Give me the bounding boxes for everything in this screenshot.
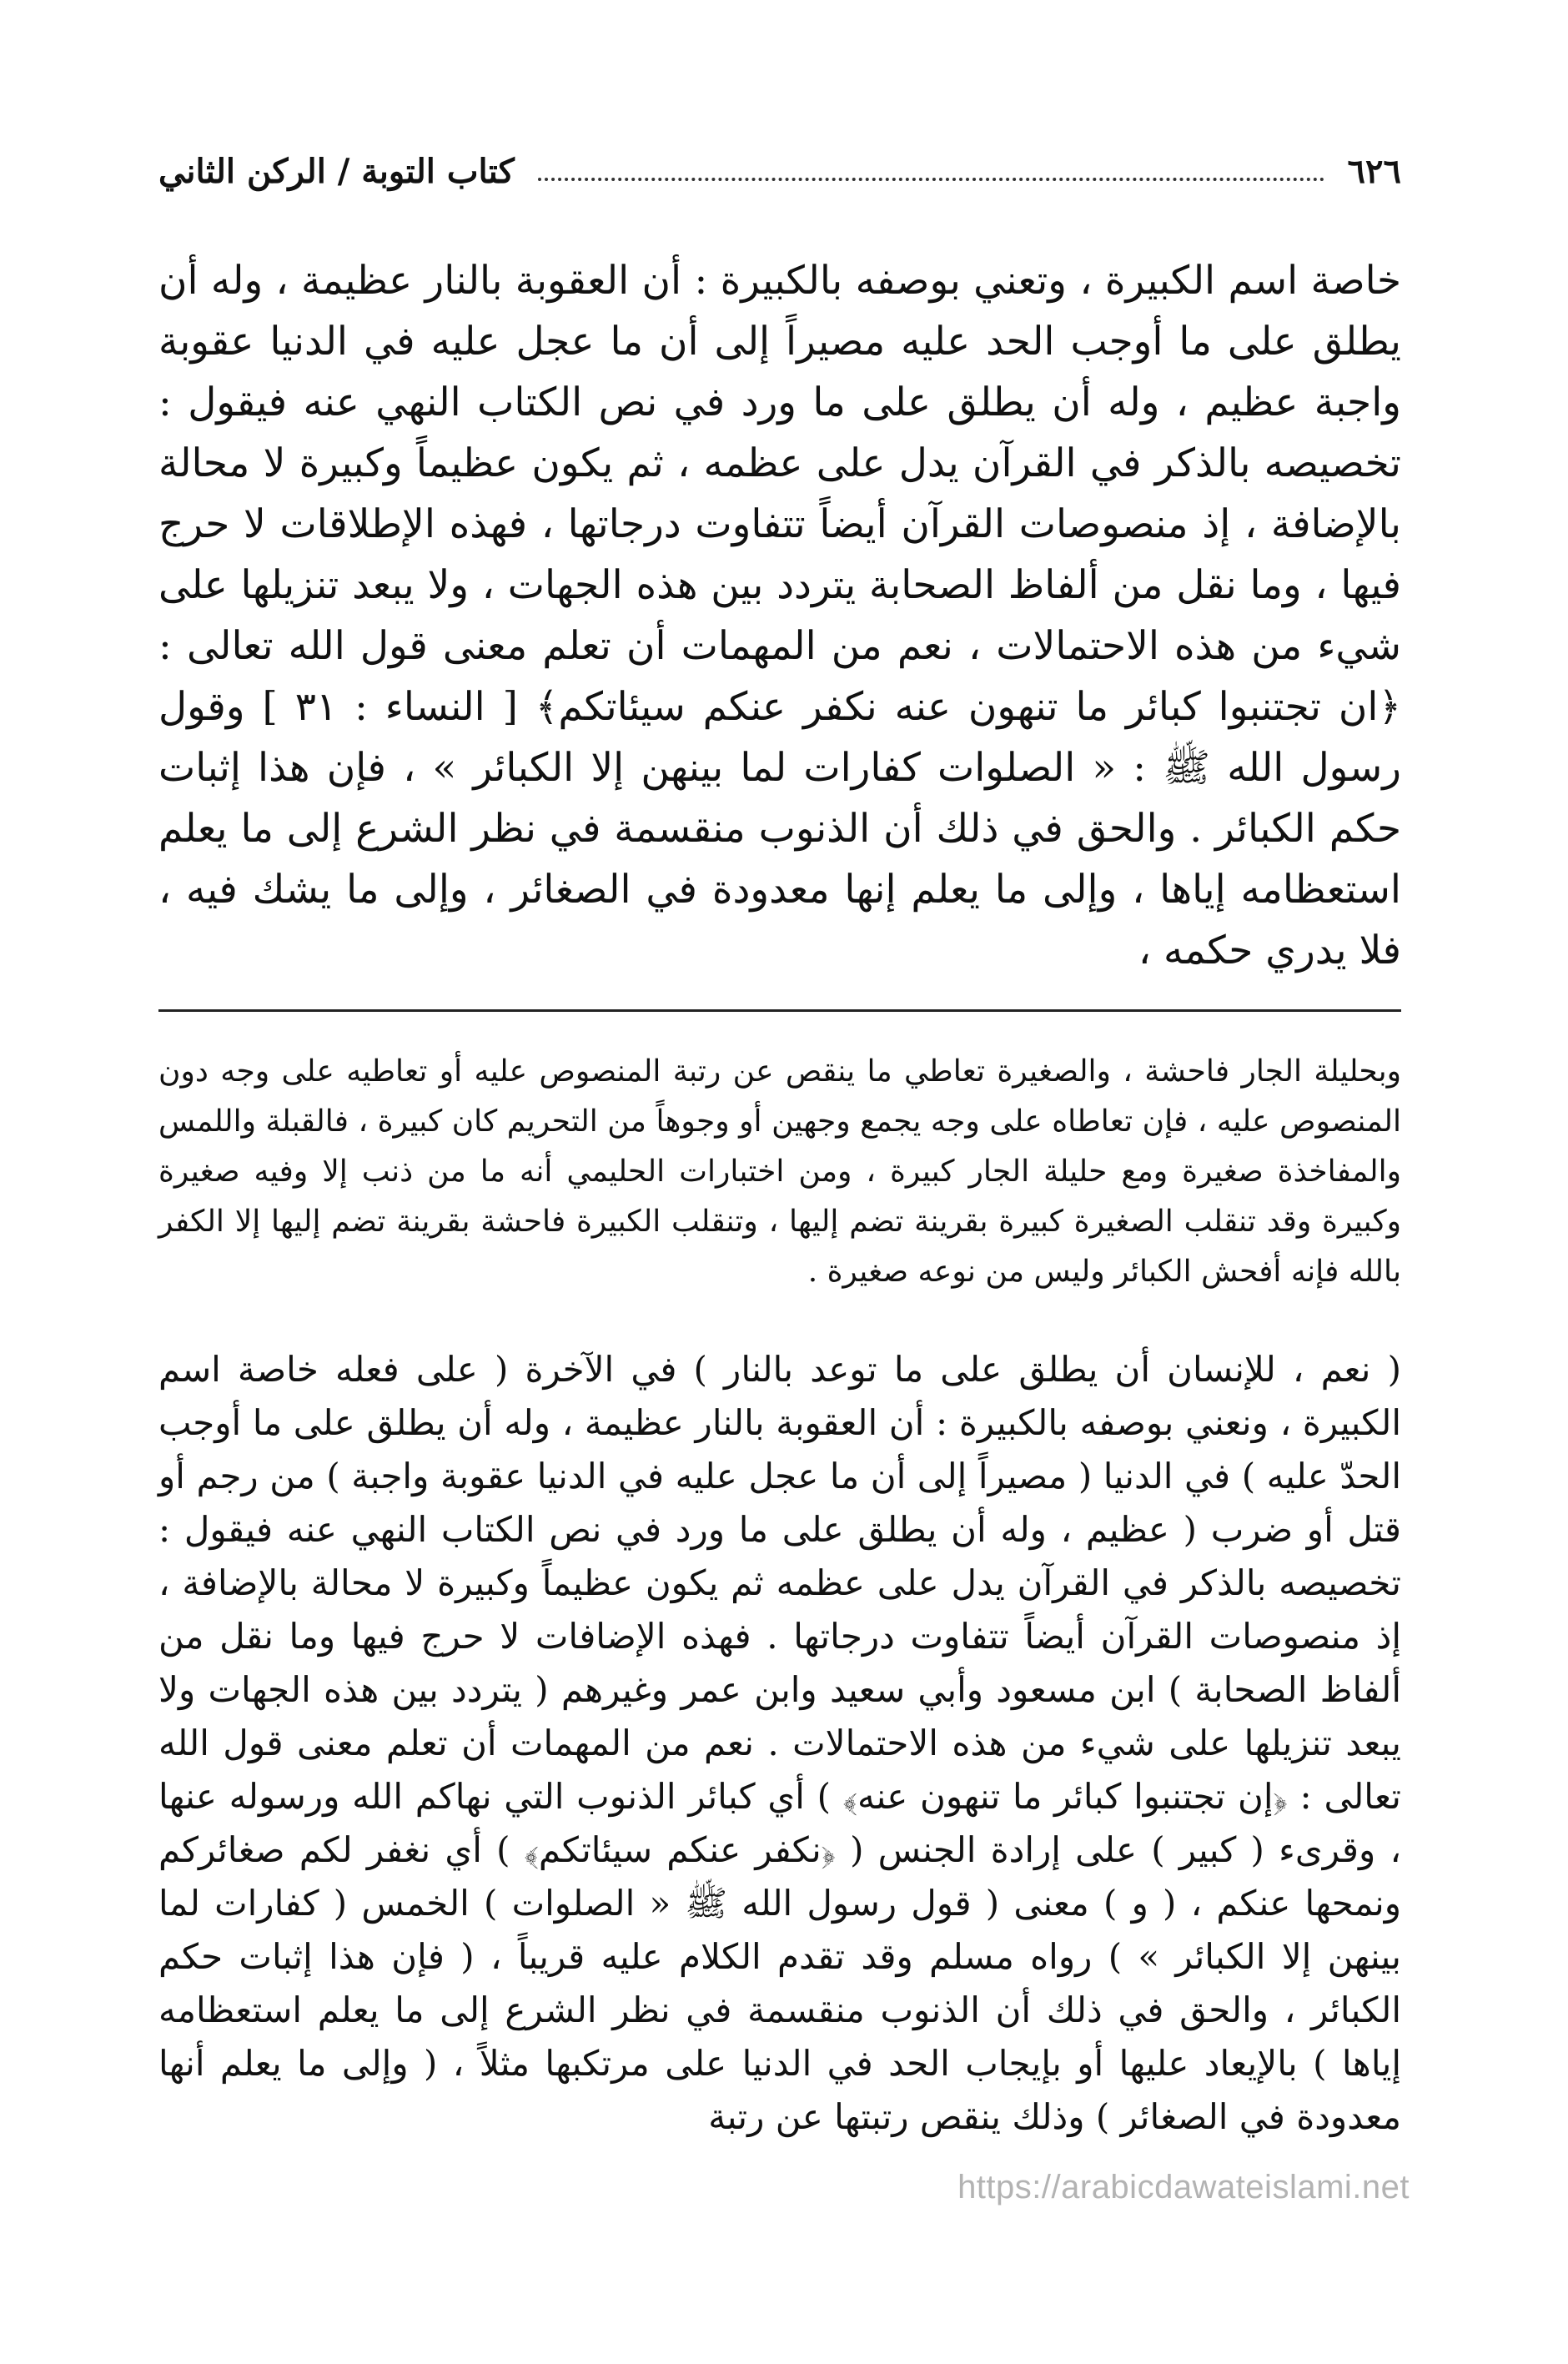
- watermark: https://arabicdawateislami.net: [957, 2169, 1410, 2206]
- commentary-paragraph: ( نعم ، للإنسان أن يطلق على ما توعد بالنار ) في الآخرة ( على فعله خاصة اسم الكبيرة ، ونعني بوصفه بالكبيرة : أن العقوبة بالنار عظيمة ، وله أن يطلق على ما أوجب الحدّ عليه ) في الدنيا ( مصيراً إلى أن ما عجل عليه في الدنيا عقوبة واجبة ) من رجم أو قتل أو ضرب ( عظيم ، وله أن يطلق على ما ورد في نص الكتاب النهي عنه فيقول : تخصيصه بالذكر في القرآن يدل على عظمه ثم يكون عظيماً وكبيرة لا محالة بالإضافة ، إذ منصوصات القرآن أيضاً تتفاوت درجاتها . فهذه الإضافات لا حرج فيها وما نقل من ألفاظ الصحابة ) ابن مسعود وأبي سعيد وابن عمر وغيرهم ( يتردد بين هذه الجهات ولا يبعد تنزيلها على شيء من هذه الاحتمالات . نعم من المهمات أن تعلم معنى قول الله تعالى : ﴿إن تجتنبوا كبائر ما تنهون عنه﴾ ) أي كبائر الذنوب التي نهاكم الله ورسوله عنها ، وقرىء ( كبير ) على إرادة الجنس ( ﴿نكفر عنكم سيئاتكم﴾ ) أي نغفر لكم صغائركم ونمحها عنكم ، ( و ) معنى ( قول رسول الله ﷺ « الصلوات ) الخمس ( كفارات لما بينهن إلا الكبائر » ) رواه مسلم وقد تقدم الكلام عليه قريباً ، ( فإن هذا إثبات حكم الكبائر ، والحق في ذلك أن الذنوب منقسمة في نظر الشرع إلى ما يعلم استعظامه إياها ) بالإيعاد عليها أو بإيجاب الحد في الدنيا على مرتكبها مثلاً ، ( وإلى ما يعلم أنها معدودة في الصغائر ) وذلك ينقص رتبتها عن رتبة: [158, 1349, 1402, 2137]
- footnote-paragraph: وبحليلة الجار فاحشة ، والصغيرة تعاطي ما ينقص عن رتبة المنصوص عليه أو تعاطيه على وجه دون المنصوص عليه ، فإن تعاطاه على وجه يجمع وجهين أو وجوهاً من التحريم كان كبيرة ، فالقبلة واللمس والمفاخذة صغيرة ومع حليلة الجار كبيرة ، ومن اختبارات الحليمي أنه ما من ذنب إلا وفيه صغيرة وكبيرة وقد تنقلب الصغيرة كبيرة بقرينة تضم إليها ، وتنقلب الكبيرة فاحشة بقرينة تضم إليها إلا الكفر بالله فإنه أفحش الكبائر وليس من نوعه صغيرة .: [158, 1054, 1401, 1289]
- main-text: [158, 250, 1401, 981]
- header-dotted-leader: [538, 178, 1324, 181]
- page-number: ٦٢٦: [1347, 151, 1401, 191]
- page-header: [158, 142, 1401, 200]
- footnote: [158, 1047, 1401, 1297]
- footnote-divider: [158, 1009, 1401, 1012]
- running-title: كتاب التوبة / الركن الثاني: [158, 151, 515, 191]
- commentary: [158, 1343, 1401, 2144]
- main-paragraph: خاصة اسم الكبيرة ، وتعني بوصفه بالكبيرة : أن العقوبة بالنار عظيمة ، وله أن يطلق على ما أوجب الحد عليه مصيراً إلى أن ما عجل عليه في الدنيا عقوبة واجبة عظيم ، وله أن يطلق على ما ورد في نص الكتاب النهي عنه فيقول : تخصيصه بالذكر في القرآن يدل على عظمه ، ثم يكون عظيماً وكبيرة لا محالة بالإضافة ، إذ منصوصات القرآن أيضاً تتفاوت درجاتها ، فهذه الإطلاقات لا حرج فيها ، وما نقل من ألفاظ الصحابة يتردد بين هذه الجهات ، ولا يبعد تنزيلها على شيء من هذه الاحتمالات ، نعم من المهمات أن تعلم معنى قول الله تعالى : ﴿ان تجتنبوا كبائر ما تنهون عنه نكفر عنكم سيئاتكم﴾ [ النساء : ٣١ ] وقول رسول الله ﷺ : « الصلوات كفارات لما بينهن إلا الكبائر » ، فإن هذا إثبات حكم الكبائر . والحق في ذلك أن الذنوب منقسمة في نظر الشرع إلى ما يعلم استعظامه إياها ، وإلى ما يعلم إنها معدودة في الصغائر ، وإلى ما يشك فيه ، فلا يدري حكمه ،: [158, 258, 1401, 973]
